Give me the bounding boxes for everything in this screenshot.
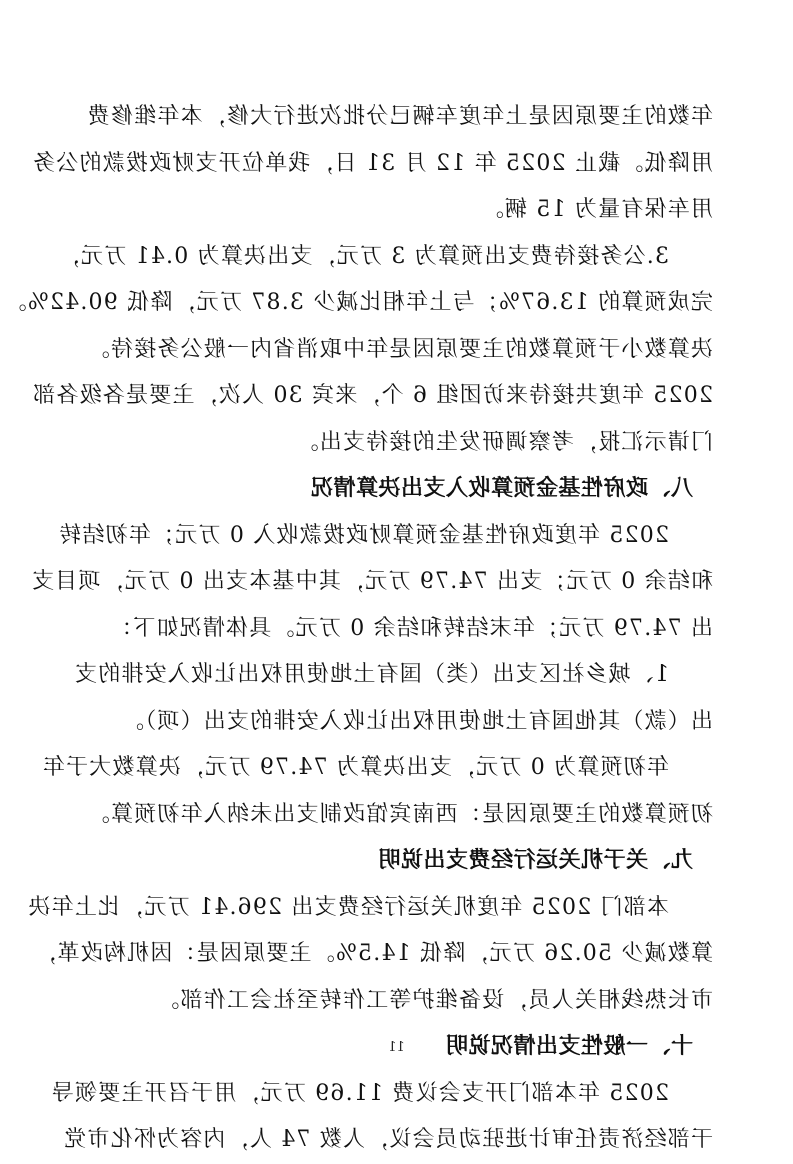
paragraph-line: 用车保有量为 15 辆。 xyxy=(480,197,713,222)
paragraph-line: 出（款）其他国有土地使用权出让收入安排的支出（项）。 xyxy=(120,708,713,734)
paragraph-line: 2025 年度政府性基金预算财政拨款收入 0 万元；年初结转 xyxy=(58,522,669,548)
paragraph-line: 2025 年本部门开支会议费 11.69 万元，用于召开主要领导 xyxy=(50,1080,669,1106)
page-number: 11 xyxy=(388,1040,405,1055)
paragraph-line: 年数的主要原因是上年度车辆已分批次进行大修，本年维修费 xyxy=(86,104,713,129)
paragraph-line: 2025 年度共接待来访团组 6 个，来宾 30 人次，主要是各级各部 xyxy=(32,383,713,408)
paragraph-line: 完成预算的 13.67%；与上年相比减少 3.87 万元，降低 90.42%。 xyxy=(3,290,713,315)
section-heading: 九、关于机关运行经费支出说明 xyxy=(377,848,693,873)
paragraph-line: 本部门 2025 年度机关运行经费支出 296.41 万元，比上年决 xyxy=(27,894,669,920)
section-heading: 十、一般性支出情况说明 xyxy=(445,1034,693,1059)
paragraph-line: 干部经济责任审计进驻动员会议，人数 74 人，内容为怀化市党 xyxy=(63,1127,713,1152)
paragraph-line: 算数减少 50.26 万元，降低 14.5%。主要原因是：因机构改革， xyxy=(33,941,713,966)
paragraph-line: 门请示汇报，考察调研发生的接待支出。 xyxy=(295,429,713,455)
paragraph-line: 初预算数的主要原因是：西南宾馆改制支出未纳入年初预算。 xyxy=(86,801,713,827)
paragraph-line: 1、城乡社区支出（类）国有土地使用权出让收入安排的支 xyxy=(73,662,669,687)
body-text xyxy=(3,94,713,1164)
paragraph-line: 年初预算为 0 万元，支出决算为 74.79 万元，决算数大于年 xyxy=(41,755,669,780)
paragraph-line: 市长热线相关人员，设备维护等工作转至社会工作部。 xyxy=(156,987,713,1013)
paragraph-line: 用降低。截止 2025 年 12 月 31 日，我单位开支财政拨款的公务 xyxy=(31,150,713,176)
section-heading: 八、政府性基金预算收入支出决算情况 xyxy=(310,476,693,501)
paragraph-line: 3.公务接待费支出预算为 3 万元，支出决算为 0.41 万元， xyxy=(56,243,669,269)
paragraph-line: 决算数小于预算数的主要原因是年中取消省内一般公务接待。 xyxy=(86,336,713,362)
paragraph-line: 出 74.79 万元；年末结转和结余 0 万元。具体情况如下： xyxy=(108,615,713,641)
paragraph-line: 和结余 0 万元；支出 74.79 万元，其中基本支出 0 万元，项目支 xyxy=(30,569,713,594)
